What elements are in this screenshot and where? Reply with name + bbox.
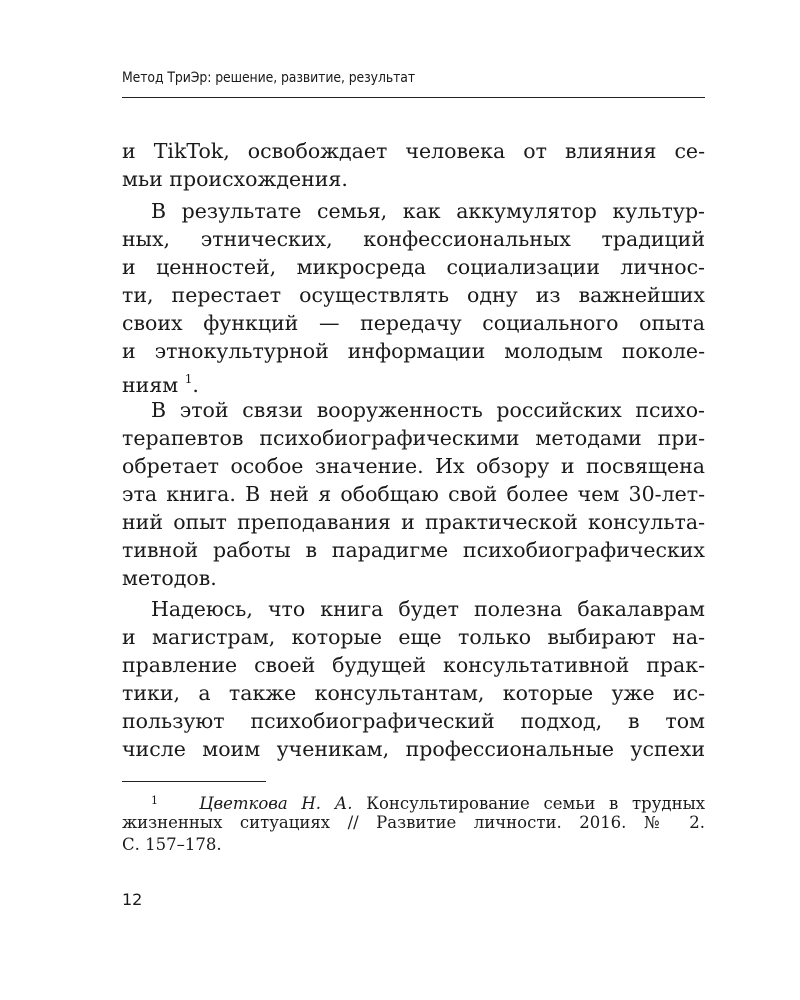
running-head: Метод ТриЭр: решение, развитие, результат bbox=[122, 70, 416, 86]
text-line: пользуют психобиографический подход, в том bbox=[122, 709, 705, 733]
footnote-author: Цветкова Н. А. bbox=[199, 794, 353, 813]
text-line: методов. bbox=[122, 566, 217, 590]
text-line: ных, этнических, конфессиональных традиций bbox=[122, 227, 705, 251]
text-line: числе моим ученикам, профессиональные успехи bbox=[122, 737, 705, 761]
text-line: правление своей будущей консультативной прак- bbox=[122, 653, 705, 677]
text-line: терапевтов психобиографическими методами при- bbox=[122, 426, 705, 450]
footnote-line: жизненных ситуациях // Развитие личности. 2016. № 2. bbox=[122, 813, 705, 832]
text-line: обретает особое значение. Их обзору и посвящена bbox=[122, 454, 705, 478]
text-line: и TikTok, освобождает человека от влияния се- bbox=[122, 139, 705, 163]
text-line: ти, перестает осуществлять одну из важнейших bbox=[122, 283, 705, 307]
footnote-line bbox=[122, 790, 705, 812]
footnote-marker: 1 bbox=[184, 372, 193, 386]
text-line: В результате семья, как аккумулятор культур- bbox=[151, 199, 705, 223]
text-line: и ценностей, микросреда социализации личнос- bbox=[122, 255, 705, 279]
text-line: мьи происхождения. bbox=[122, 167, 348, 191]
footnote-text: Консультирование семьи в трудных bbox=[366, 794, 706, 813]
text-line: и магистрам, которые еще только выбирают на- bbox=[122, 625, 705, 649]
footnote-number: 1 bbox=[151, 794, 158, 807]
text-line: своих функций — передачу социального опыта bbox=[122, 311, 705, 335]
text-line: эта книга. В ней я обобщаю свой более чем 30-лет- bbox=[122, 482, 705, 506]
text-line: ний опыт преподавания и практической консульта- bbox=[122, 510, 705, 534]
text-line: тивной работы в парадигме психобиографических bbox=[122, 538, 705, 562]
text-line: тики, а также консультантам, которые уже ис- bbox=[122, 681, 705, 705]
text-line: Надеюсь, что книга будет полезна бакалаврам bbox=[151, 597, 705, 621]
text-fragment: ниям bbox=[122, 373, 179, 397]
page-number: 12 bbox=[122, 890, 143, 909]
text-line: и этнокультурной информации молодым поколе- bbox=[122, 339, 705, 363]
text-line-with-footnote bbox=[122, 365, 705, 397]
period: . bbox=[192, 373, 199, 397]
text-line: В этой связи вооруженность российских психо- bbox=[151, 398, 705, 422]
footnote-line: С. 157–178. bbox=[122, 835, 222, 854]
footnote-rule bbox=[122, 781, 266, 782]
header-rule bbox=[122, 97, 705, 98]
